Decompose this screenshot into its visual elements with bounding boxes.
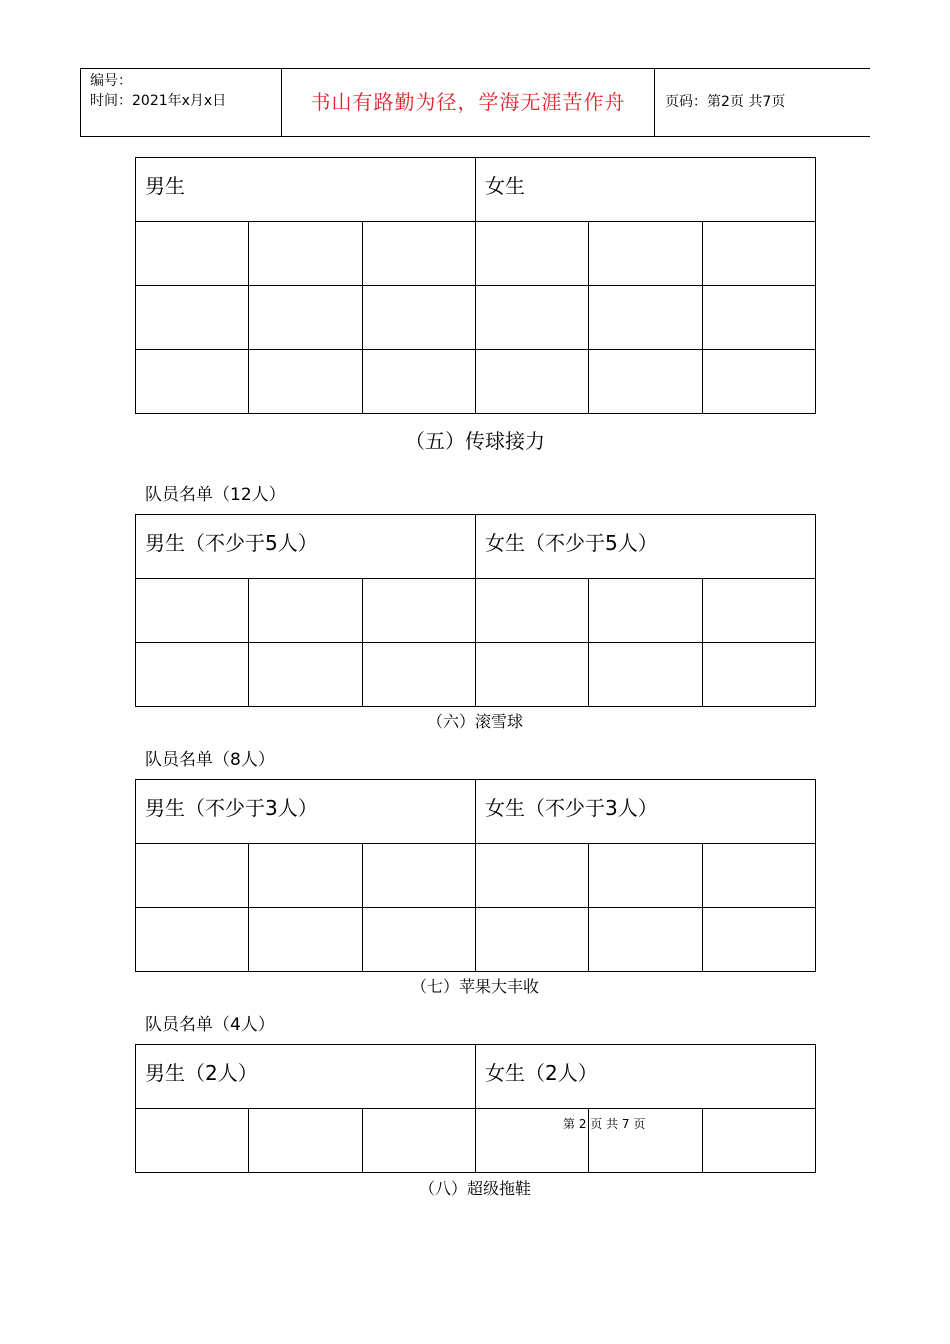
name-cell[interactable] [362, 222, 475, 286]
section-seven-title: （七）苹果大丰收 [410, 977, 539, 996]
female-header: 女生（不少于5人） [475, 515, 815, 579]
name-cell[interactable] [702, 286, 815, 350]
name-cell[interactable] [362, 908, 475, 972]
table-row [136, 286, 816, 350]
time-label: 时间：2021年x月x日 [90, 93, 227, 109]
name-cell[interactable] [136, 579, 249, 643]
name-cell[interactable] [136, 643, 249, 707]
name-cell[interactable] [362, 844, 475, 908]
section-six-roster: 队员名单（8人） [145, 750, 275, 770]
name-cell[interactable] [475, 579, 588, 643]
female-header: 女生（2人） [475, 1045, 815, 1109]
name-cell[interactable] [589, 350, 702, 414]
male-header: 男生 [136, 158, 476, 222]
name-cell[interactable] [249, 579, 362, 643]
roster-table-3 [135, 779, 816, 972]
name-cell[interactable] [475, 350, 588, 414]
roster-table-2 [135, 514, 816, 707]
name-cell[interactable] [249, 643, 362, 707]
male-header: 男生（不少于5人） [136, 515, 476, 579]
female-header: 女生（不少于3人） [475, 780, 815, 844]
name-cell[interactable] [136, 908, 249, 972]
document-header [80, 68, 870, 137]
name-cell[interactable] [362, 643, 475, 707]
section-five-title: （五）传球接力 [405, 429, 545, 453]
name-cell[interactable] [702, 844, 815, 908]
name-cell[interactable] [702, 643, 815, 707]
name-cell[interactable] [136, 286, 249, 350]
name-cell[interactable] [249, 286, 362, 350]
name-cell[interactable] [702, 908, 815, 972]
name-cell[interactable] [249, 844, 362, 908]
name-cell[interactable] [589, 579, 702, 643]
roster-table-4 [135, 1044, 816, 1173]
name-cell[interactable] [589, 286, 702, 350]
name-cell[interactable] [589, 222, 702, 286]
page-label: 页码：第2页 共7页 [665, 94, 786, 110]
male-header: 男生（不少于3人） [136, 780, 476, 844]
name-cell[interactable] [475, 908, 588, 972]
name-cell[interactable] [136, 350, 249, 414]
name-cell[interactable] [249, 350, 362, 414]
male-header: 男生（2人） [136, 1045, 476, 1109]
section-eight-title: （八）超级拖鞋 [418, 1179, 531, 1198]
table-row [136, 1109, 816, 1173]
name-cell[interactable] [475, 643, 588, 707]
name-cell[interactable] [136, 222, 249, 286]
table-row [136, 350, 816, 414]
section-seven-roster: 队员名单（4人） [145, 1015, 275, 1035]
name-cell[interactable] [702, 222, 815, 286]
name-cell[interactable] [702, 579, 815, 643]
table-row [136, 844, 816, 908]
name-cell[interactable] [249, 908, 362, 972]
name-cell[interactable] [702, 350, 815, 414]
name-cell[interactable] [362, 579, 475, 643]
serial-label: 编号： [90, 73, 132, 89]
table-row [136, 908, 816, 972]
name-cell[interactable] [589, 643, 702, 707]
name-cell[interactable] [475, 286, 588, 350]
name-cell[interactable] [475, 844, 588, 908]
female-header: 女生 [475, 158, 815, 222]
table-row [136, 222, 816, 286]
roster-table-1 [135, 157, 816, 414]
name-cell[interactable] [249, 1109, 362, 1173]
motto: 书山有路勤为径，学海无涯苦作舟 [282, 69, 655, 136]
name-cell[interactable] [589, 908, 702, 972]
name-cell[interactable] [702, 1109, 815, 1173]
section-five-roster: 队员名单（12人） [145, 485, 286, 505]
footer-page-number: 第 2 页 共 7 页 [563, 1117, 646, 1131]
table-row [136, 579, 816, 643]
name-cell[interactable] [589, 844, 702, 908]
name-cell[interactable] [136, 844, 249, 908]
name-cell[interactable] [136, 1109, 249, 1173]
name-cell[interactable] [249, 222, 362, 286]
name-cell[interactable] [362, 350, 475, 414]
name-cell[interactable] [475, 222, 588, 286]
header-meta [80, 69, 282, 136]
table-row [136, 643, 816, 707]
name-cell[interactable] [362, 1109, 475, 1173]
section-six-title: （六）滚雪球 [426, 712, 523, 731]
name-cell[interactable] [362, 286, 475, 350]
